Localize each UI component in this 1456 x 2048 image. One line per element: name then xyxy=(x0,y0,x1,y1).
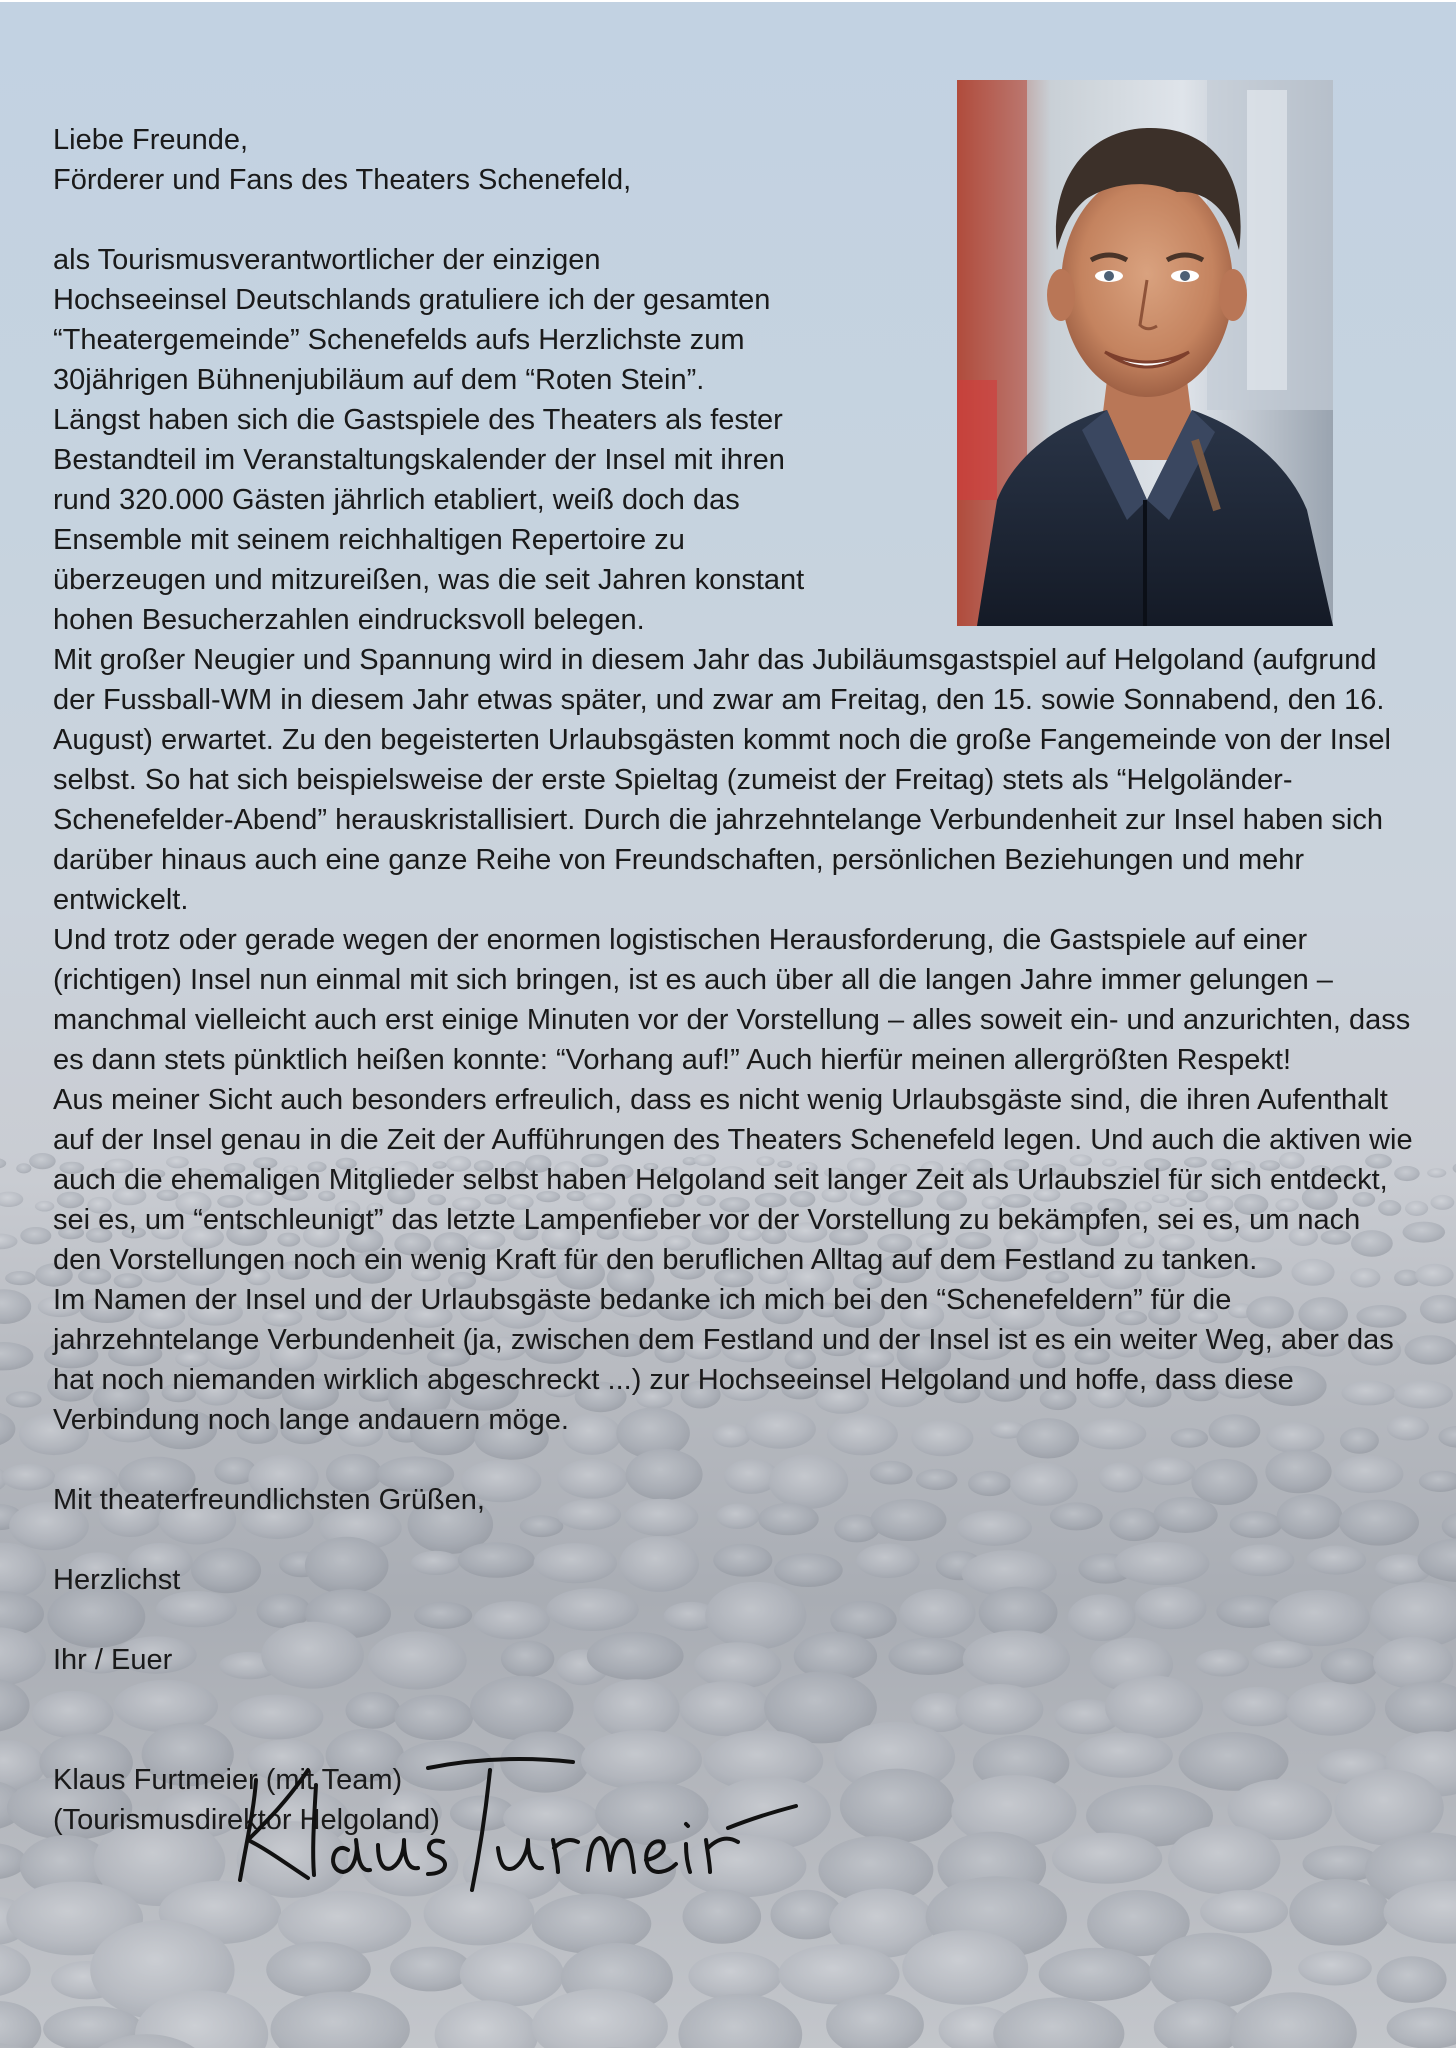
pebble xyxy=(1200,1890,1288,1933)
pebble xyxy=(1431,1195,1455,1210)
paragraph-urlaubsgaeste: Aus meiner Sicht auch besonders erfreulich, dass es nicht wenig Urlaubsgäste sind, die ihren Aufenthalt auf der Insel genau in die Zeit der Aufführungen des Theaters Schenefeld legen. Und auch die aktiven wie auch die ehemaligen Mitglieder selbst haben Helgoland seit langer Zeit als Urlaubsziel für sich entdeckt, sei es, um “entschleunigt” das letzte Lampenfieber vor der Vorstellung zu bekämpfen, sei es, um nach den Vorstellungen noch ein wenig Kraft für den beruflichen Alltag auf dem Festland zu tanken. xyxy=(53,1084,1413,1276)
intro-line: überzeugen und mitzureißen, was die seit Jahren konstant xyxy=(53,564,805,596)
pebble xyxy=(266,1942,371,1998)
intro-line: Bestandteil im Veranstaltungskalender der Insel mit ihren xyxy=(53,444,785,476)
pebble xyxy=(0,1678,30,1732)
pebble xyxy=(1420,1295,1456,1324)
pebble xyxy=(1298,1951,1372,1986)
intro-line: Längst haben sich die Gastspiele des Theaters als fester xyxy=(53,404,783,436)
pebble xyxy=(0,1411,15,1448)
sender-title: (Tourismusdirektor Helgoland) xyxy=(53,1804,440,1836)
pebble xyxy=(0,1543,46,1600)
pebble xyxy=(1289,1879,1390,1946)
pebble xyxy=(1039,1948,1153,2001)
top-rule xyxy=(0,0,1456,2)
intro-line: 30jährigen Bühnenjubiläum auf dem “Roten Stein”. xyxy=(53,364,705,396)
pebble xyxy=(0,1158,6,1169)
pebble xyxy=(390,1947,471,1992)
pebble xyxy=(1419,1471,1456,1492)
handwritten-signature xyxy=(228,1740,798,1900)
sender-name: Klaus Furtmeier (mit Team) xyxy=(53,1764,403,1796)
pebble xyxy=(902,1930,1028,2005)
greeting-line-2: Förderer und Fans des Theaters Schenefeld, xyxy=(53,164,632,196)
greeting-line-1: Liebe Freunde, xyxy=(53,124,249,156)
pebble xyxy=(688,1952,781,2000)
pebble xyxy=(1438,1426,1456,1448)
paragraph-jubilaeum: Mit großer Neugier und Spannung wird in diesem Jahr das Jubiläumsgastspiel auf Helgoland (aufgrund der Fussball-WM in diesem Jahr etwas später, und zwar am Freitag, den 15. sowie Sonnabend, den 16. August) erwartet. Zu den begeisterten Urlaubsgästen kommt noch die große Fangemeinde von der Insel selbst. So hat sich beispielsweise der erste Spieltag (zumeist der Freitag) stets als “Helgoländer-Schenefelder-Abend” herauskristallisiert. Durch die jahrzehntelange Verbundenheit zur Insel haben sich darüber hinaus auch eine ganze Reihe von Freundschaften, persönlichen Beziehungen und mehr entwickelt. xyxy=(53,644,1391,916)
pebble xyxy=(1415,1264,1454,1287)
pebble xyxy=(5,1271,36,1285)
pebble xyxy=(0,1289,31,1324)
pebble xyxy=(16,1163,31,1173)
pebble xyxy=(993,1998,1124,2048)
intro-line: “Theatergemeinde” Schenefelds aufs Herzlichste zum xyxy=(53,324,745,356)
closing-line: Mit theaterfreundlichsten Grüßen, xyxy=(53,1484,485,1516)
pebble xyxy=(1427,1168,1446,1177)
pebble xyxy=(20,1227,51,1244)
pebble xyxy=(0,1942,31,1997)
paragraph-dank: Im Namen der Insel und der Urlaubsgäste bedanke ich mich bei den “Schenefeldern” für die jahrzehntelange Verbundenheit (ja, zwischen dem Festland und der Insel ist es ein weiter Weg, aber das hat noch niemanden wirklich abgeschreckt ...) zur Hochseeinsel Helgoland und hoffe, dass diese Verbindung noch lange andauern möge. xyxy=(53,1284,1394,1436)
pebble xyxy=(1387,2007,1456,2048)
intro-line: Ensemble mit seinem reichhaltigen Repertoire zu xyxy=(53,524,685,556)
pebble xyxy=(0,2001,41,2048)
pebble xyxy=(0,1342,33,1370)
pebble xyxy=(435,2000,539,2048)
intro-line: als Tourismusverantwortlicher der einzigen xyxy=(53,244,601,276)
pebble xyxy=(29,1153,56,1169)
intro-line: hohen Besucherzahlen eindrucksvoll belegen. xyxy=(53,604,645,636)
pebble xyxy=(1453,1162,1456,1175)
pebble xyxy=(1052,1833,1162,1884)
letter-body xyxy=(53,120,1413,1840)
herzlichst-line: Herzlichst xyxy=(53,1564,181,1596)
pebble xyxy=(35,1201,54,1212)
pebble xyxy=(1149,1933,1272,2009)
pebble xyxy=(0,1234,18,1250)
pebble xyxy=(460,1943,564,2007)
intro-paragraph xyxy=(53,240,933,640)
pebble xyxy=(678,1994,802,2048)
intro-line: Hochseeinsel Deutschlands gratuliere ich der gesamten xyxy=(53,284,771,316)
pebble xyxy=(0,1627,46,1686)
intro-line: rund 320.000 Gästen jährlich etabliert, weiß doch das xyxy=(53,484,740,516)
pebble xyxy=(6,1391,42,1407)
pebble xyxy=(1377,1956,1447,2003)
pebble xyxy=(271,1992,410,2048)
pebble xyxy=(0,1192,23,1207)
paragraph-logistik: Und trotz oder gerade wegen der enormen logistischen Herausforderung, die Gastspiele auf einer (richtigen) Insel nun einmal mit sich bringen, ist es auch über all die langen Jahre immer gelungen – manchmal vielleicht auch erst einige Minuten vor der Vorstellung – alles soweit ein- und anzurichten, dass es dann stets pünktlich heißen konnte: “Vorhang auf!” Auch hierfür meinen allergrößten Respekt! xyxy=(53,924,1411,1076)
ihr-euer-line: Ihr / Euer xyxy=(53,1644,173,1676)
pebble xyxy=(1442,1512,1456,1541)
pebble xyxy=(2,1464,56,1491)
